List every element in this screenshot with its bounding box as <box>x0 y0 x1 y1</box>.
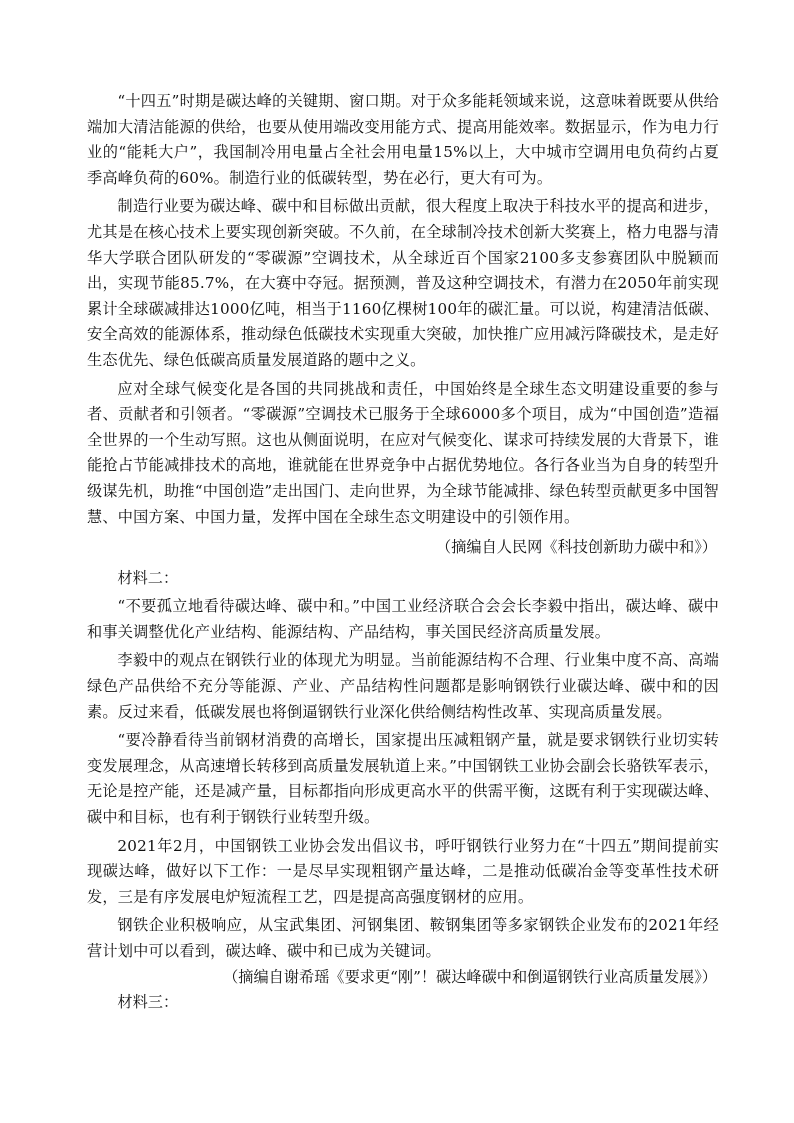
article1-paragraph-2: 制造行业要为碳达峰、碳中和目标做出贡献，很大程度上取决于科技水平的提高和进步，尤其是在核心技术上要实现创新突破。不久前，在全球制冷技术创新大奖赛上，格力电器与清华大学联合团队研发的“零碳源”空调技术，从全球近百个国家2100多支参赛团队中脱颖而出，实现节能85.7%，在大赛中夺冠。据预测，普及这种空调技术，有潜力在2050年前实现累计全球碳减排达1000亿吨，相当于1160亿棵树100年的碳汇量。可以说，构建清洁低碳、安全高效的能源体系，推动绿色低碳技术实现重大突破，加快推广应用减污降碳技术，是走好生态优先、绿色低碳高质量发展道路的题中之义。 <box>87 197 719 369</box>
article2-paragraph-4: 2021年2月，中国钢铁工业协会发出倡议书，呼吁钢铁行业努力在“十四五”期间提前实现碳达峰，做好以下工作：一是尽早实现粗钢产量达峰，二是推动低碳冶金等变革性技术研发，三是有序发展电炉短流程工艺，四是提高高强度钢材的应用。 <box>87 836 719 906</box>
article2-paragraph-3: “要冷静看待当前钢材消费的高增长，国家提出压减粗钢产量，就是要求钢铁行业切实转变发展理念，从高速增长转移到高质量发展轨道上来。”中国钢铁工业协会副会长骆铁军表示，无论是控产能，还是减产量，目标都指向形成更高水平的供需平衡，这既有利于实现碳达峰、碳中和目标，也有利于钢铁行业转型升级。 <box>87 731 719 827</box>
article2-source: （摘编自谢希瑶《要求更“刚”！碳达峰碳中和倒逼钢铁行业高质量发展》） <box>223 967 717 986</box>
article2-paragraph-2: 李毅中的观点在钢铁行业的体现尤为明显。当前能源结构不合理、行业集中度不高、高端绿色产品供给不充分等能源、产业、产品结构性问题都是影响钢铁行业碳达峰、碳中和的因素。反过来看，低碳发展也将倒逼钢铁行业深化供给侧结构性改革、实现高质量发展。 <box>87 651 719 721</box>
article3-label: 材料三： <box>117 993 179 1012</box>
article1-source: （摘编自人民网《科技创新助力碳中和》） <box>436 538 717 557</box>
article2-paragraph-5: 钢铁企业积极响应，从宝武集团、河钢集团、鞍钢集团等多家钢铁企业发布的2021年经营计划中可以看到，碳达峰、碳中和已成为关键词。 <box>87 916 719 960</box>
article1-paragraph-3: 应对全球气候变化是各国的共同挑战和责任，中国始终是全球生态文明建设重要的参与者、贡献者和引领者。“零碳源”空调技术已服务于全球6000多个项目，成为“中国创造”造福全世界的一个生动写照。这也从侧面说明，在应对气候变化、谋求可持续发展的大背景下，谁能抢占节能减排技术的高地，谁就能在世界竞争中占据优势地位。各行各业当为自身的转型升级谋先机，助推“中国创造”走出国门、走向世界，为全球节能减排、绿色转型贡献更多中国智慧、中国方案、中国力量，发挥中国在全球生态文明建设中的引领作用。 <box>87 379 719 526</box>
article2-label: 材料二： <box>117 568 179 587</box>
article2-paragraph-1: “不要孤立地看待碳达峰、碳中和。”中国工业经济联合会会长李毅中指出，碳达峰、碳中和事关调整优化产业结构、能源结构、产品结构，事关国民经济高质量发展。 <box>87 597 719 641</box>
article1-paragraph-1: “十四五”时期是碳达峰的关键期、窗口期。对于众多能耗领域来说，这意味着既要从供给端加大清洁能源的供给，也要从使用端改变用能方式、提高用能效率。数据显示，作为电力行业的“能耗大户”，我国制冷用电量占全社会用电量15%以上，大中城市空调用电负荷约占夏季高峰负荷的60%。制造行业的低碳转型，势在必行，更大有可为。 <box>87 92 719 187</box>
document-page <box>87 89 719 1016</box>
